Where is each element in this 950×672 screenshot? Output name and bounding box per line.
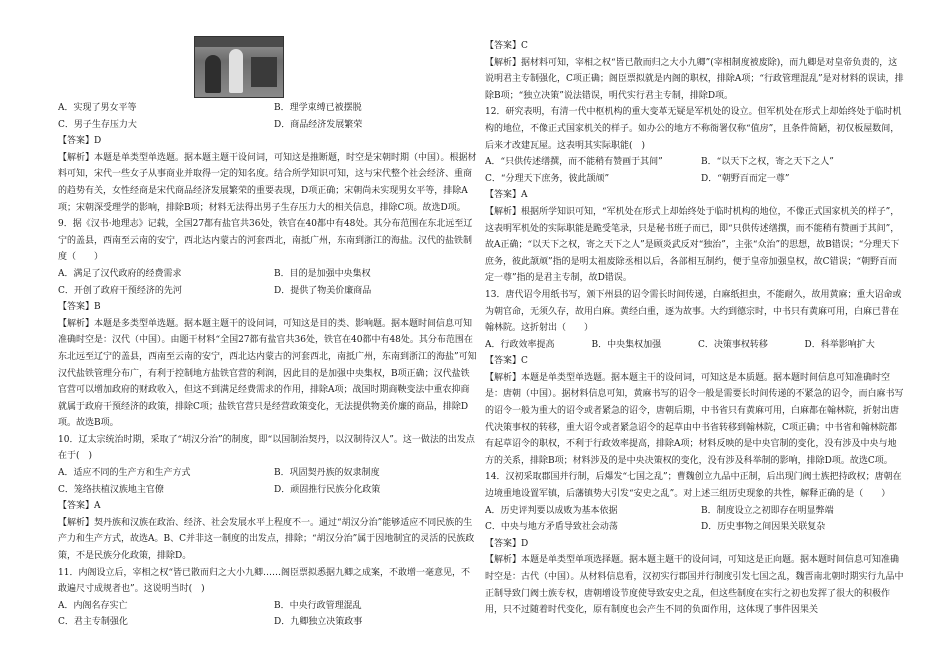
q9-option-a: A．满足了汉代政府的经费需求 bbox=[58, 268, 182, 279]
q13-option-b: B．中央集权加强 bbox=[591, 339, 662, 350]
q12-option-a: A．“只供传述缮撰，而不能稍有赞画于其间” bbox=[485, 157, 663, 168]
q13-option-c: C．决策事权转移 bbox=[698, 339, 768, 350]
q11-stem: 11．内阁设立后，宰相之权“皆已散而归之大小九卿……阁臣票拟悉据九卿之成案，不敢增一毫意见，不敢遍尺寸成规者也”。这说明当时( ) bbox=[58, 567, 471, 595]
q10-answer: 【答案】A bbox=[58, 501, 101, 512]
q10-options bbox=[58, 465, 478, 498]
q10-option-d: D．顽固推行民族分化政策 bbox=[274, 484, 381, 495]
q14-option-c: C．中央与地方矛盾导致社会动荡 bbox=[485, 522, 618, 533]
q13-option-d: D．科举影响扩大 bbox=[804, 339, 875, 350]
q12-option-d: D．“朝野百而定一尊” bbox=[701, 173, 790, 184]
q11-answer: 【答案】C bbox=[485, 41, 528, 51]
q8-answer: 【答案】D bbox=[58, 136, 102, 147]
q11-option-a: A．内阁名存实亡 bbox=[58, 600, 128, 611]
q11-option-b: B．中央行政管理混乱 bbox=[274, 600, 362, 611]
q9-option-d: D．提供了物美价廉商品 bbox=[274, 285, 372, 296]
q11-options bbox=[58, 598, 478, 631]
q11-option-c: C．君主专制强化 bbox=[58, 617, 128, 628]
q9-option-c: C．开创了政府干预经济的先河 bbox=[58, 285, 182, 296]
q14-options bbox=[485, 503, 905, 536]
q13-analysis: 【解析】本题是单类型单选题。据本题主干的设问词，可知这是本质题。据本题时间信息可知准确时空是：唐朝（中国）。据材料信息可知，黄麻书写的诏令一般是需要长时间传递的不紧急的诏令，而白麻书写的诏令一般为重大的诏令或者紧急的诏令，唐朝后期，中书省只有黄麻可用，白麻都在翰林院，折射出唐代决策事权的转移，重大诏令或者紧急诏令的起草由中书省转移到翰林院，C项正确；中书省和翰林院都有起草诏令的职权，不利于行政效率提高，排除A项；材料反映的是中央官制的变化，没有涉及中央与地方的关系，排除B项；材料涉及的是中央决策权的变化，没有涉及科举制的影响，排除D项。故选C项。 bbox=[485, 372, 904, 466]
q12-option-b: B．“以天下之权，寄之天下之人” bbox=[701, 157, 834, 168]
q8-option-c: C．男子生存压力大 bbox=[58, 119, 137, 130]
right-column bbox=[485, 38, 905, 619]
q8-option-b: B．理学束缚已被摆脱 bbox=[274, 103, 362, 113]
q10-option-a: A．适应不同的生产方和生产方式 bbox=[58, 468, 191, 479]
q8-options bbox=[58, 100, 478, 133]
q9-answer: 【答案】B bbox=[58, 302, 101, 313]
q10-option-c: C．笼络扶植汉族地主官僚 bbox=[58, 484, 164, 495]
q13-option-a: A．行政效率提高 bbox=[485, 339, 555, 350]
q9-options bbox=[58, 266, 478, 299]
q12-options bbox=[485, 154, 905, 187]
q13-stem: 13．唐代诏令用纸书写，颁下州县的诏令需长时间传递，白麻纸担虫，不能耐久，故用黄麻；重大诏命或为朝官命，无须久存，故用白麻。黄经白重，逐为故事。大约到德宗时，中书只有黄麻可用，白麻已普在翰林院。这折射出（ ） bbox=[485, 289, 902, 334]
q11-analysis: 【解析】据材料可知，宰相之权“皆已散而归之大小九卿”(宰相制度被废除)，而九卿是对皇帝负责的，这说明君主专制强化，C项正确；阁臣票拟就是内阁的职权，排除A项；“行政管理混乱”是对材料的误读，排除B项；“独立决策”说法错误，明代实行君主专制，排除D项。 bbox=[485, 57, 904, 101]
q9-analysis: 【解析】本题是多类型单选题。据本题主题干的设问词，可知这是目的类、影响题。据本题时间信息可知准确时空是：汉代（中国）。由题干材料“全国27都有盐官共36处，铁官在40都中有48处。其分布范围在东北远至辽宁的盖县，西南至云南的安宁，西北达内蒙古的河套西北，南抵广州，东南到浙江的海盐”可知汉代盐铁管理分布广，有利于控制地方盐铁官营的利润，因此目的是加强中央集权，B项正确；汉代盐铁官营可以增加政府的财政收入，但这不到满足经费需求的作用，排除A项；战国时期商鞅变法中重农抑商就属于政府干预经济的政策，排除C项；盐铁官营只是经营政策变化，无法提供物美价廉的商品，排除D项。故选B项。 bbox=[58, 318, 477, 429]
q14-option-d: D．历史事物之间因果关联复杂 bbox=[701, 522, 826, 533]
q14-analysis: 【解析】本题是单类型单项选择题。据本题主题干的设问词，可知这是正向题。据本题时间信息可知准确时空是：古代（中国）。从材料信息看，汉初实行郡国并行制度引发七国之乱，魏晋南北朝时期实行九品中正制导致门阀士族专权，唐朝增设节度使导致安史之乱，但这些制度在实行之初也发挥了很大的积极作用，只不过随着时代变化，原有制度也会产生不同的负面作用，这体现了事件因果关 bbox=[485, 555, 904, 616]
q12-stem: 12．研究表明，有清一代中枢机构的重大变革无疑是军机处的设立。但军机处在形式上却始终处于临时机构的地位，不像正式国家机关的样子。如办公的地方不称衙署仅称“值房”，且条件简陋，初仅板屋数间，后来才改建瓦屋。这表明其实际职能( ) bbox=[485, 107, 902, 151]
q12-answer: 【答案】A bbox=[485, 190, 528, 201]
q13-options bbox=[485, 337, 905, 354]
historical-painting-image bbox=[194, 36, 284, 98]
q10-stem: 10．辽太宗统治时期，采取了“胡汉分治”的制度，即“以国制治契丹，以汉制待汉人”。这一做法的出发点在于( ) bbox=[58, 434, 475, 462]
q10-option-b: B．巩固契丹族的奴隶制度 bbox=[274, 468, 380, 479]
q10-analysis: 【解析】契丹族和汉族在政治、经济、社会发展水平上程度不一。通过“胡汉分治”能够适应不同民族的生产力和生产方式，故选A。B、C并非这一制度的出发点，排除；“胡汉分治”属于因地制宜的灵活的民族政策，不是民族分化政策，排除D。 bbox=[58, 517, 475, 562]
left-column bbox=[58, 100, 478, 631]
q8-option-d: D．商品经济发展繁荣 bbox=[274, 119, 363, 130]
q9-option-b: B．目的是加强中央集权 bbox=[274, 268, 371, 279]
q11-option-d: D．九卿独立决策政事 bbox=[274, 617, 363, 628]
q8-analysis: 【解析】本题是单类型单选题。据本题主题干设问词，可知这是推断题，时空是宋朝时期（中国）。根据材料可知，宋代一些女子从事商业并取得一定的知名度。结合所学知识可知，这与宋代整个社会经济、重商的趋势有关，女性经商是宋代商品经济发展繁荣的重要表现，D项正确；宋朝尚未实现男女平等，排除A项；宋朝深受理学的影响，排除B项；材料无法得出男子生存压力大的相关信息，排除C项。故选D项。 bbox=[58, 152, 477, 213]
q14-answer: 【答案】D bbox=[485, 538, 529, 549]
q8-option-a: A．实现了男女平等 bbox=[58, 103, 137, 113]
q9-stem: 9．据《汉书·地理志》记载，全国27都有盐官共36处，铁官在40都中有48处。其分布范围在东北远至辽宁的盖县，西南至云南的安宁，西北达内蒙古的河套西北，南抵广州，东南到浙江的海盐。汉代的盐铁制度（ ） bbox=[58, 219, 473, 263]
q12-analysis: 【解析】根据所学知识可知，“军机处在形式上却始终处于临时机构的地位，不像正式国家机关的样子”，这表明军机处的实际职能是跪受笔录，只是秘书班子而已，即“只供传述缮撰，而不能稍有赞画于其间”，故A正确；“以天下之权，寄之天下之人”是顾炎武反对“独治”，主张“众治”的思想，故B错误；“分理天下庶务，彼此颉颃”指的是明太祖废除丞相以后，各部相互制约，便于皇帝加强皇权，故C错误；“朝野百而定一尊”指的是君主专制，故D错误。 bbox=[485, 206, 900, 284]
q14-option-a: A．历史评判要以成败为基本依据 bbox=[485, 505, 618, 516]
q12-option-c: C．“分理天下庶务，彼此颉颃” bbox=[485, 173, 610, 184]
q14-option-b: B．制度设立之初即存在明显弊端 bbox=[701, 505, 834, 516]
q13-answer: 【答案】C bbox=[485, 356, 528, 367]
q14-stem: 14．汉初采取郡国并行制，后爆发“七国之乱”；曹魏创立九品中正制，后出现门阀士族把持政权；唐朝在边境重地设置军镇，后藩镇势大引发“安史之乱”。对上述三组历史现象的共性，解释正确的是（ ） bbox=[485, 472, 902, 500]
